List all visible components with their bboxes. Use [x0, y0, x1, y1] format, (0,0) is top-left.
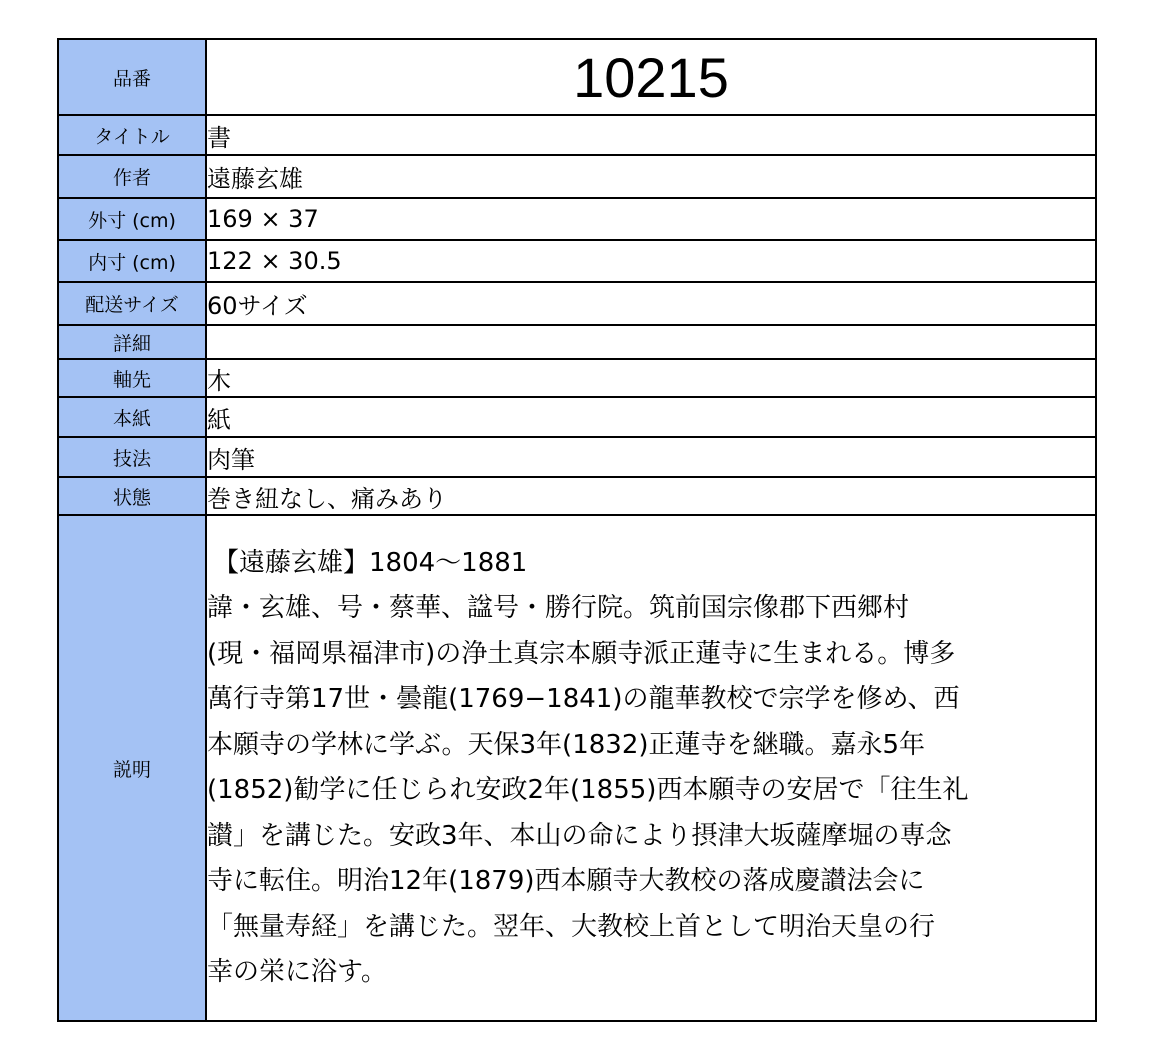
item-spec-table: [57, 38, 1097, 1022]
description-line: 讃」を講じた。安政3年、本山の命により摂津大坂薩摩堀の専念: [207, 820, 952, 851]
label-item-number: 品番: [58, 39, 206, 115]
value-details: [206, 325, 1096, 359]
value-technique: 肉筆: [206, 437, 1096, 477]
value-item-number: 10215: [206, 39, 1096, 115]
row-roller-end: [58, 359, 1096, 397]
label-paper: 本紙: [58, 397, 206, 437]
value-roller-end: 木: [206, 359, 1096, 397]
label-technique: 技法: [58, 437, 206, 477]
value-shipping-size: 60サイズ: [206, 282, 1096, 325]
description-line: 諱・玄雄、号・蔡華、諡号・勝行院。筑前国宗像郡下西郷村: [207, 593, 910, 623]
row-condition: [58, 477, 1096, 515]
description-line: 寺に転住。明治12年(1879)西本願寺大教校の落成慶讃法会に: [207, 866, 925, 896]
row-inner-size: [58, 240, 1096, 282]
label-roller-end: 軸先: [58, 359, 206, 397]
label-inner-size: 内寸 (cm): [58, 240, 206, 282]
value-title: 書: [206, 115, 1096, 155]
value-condition: 巻き紐なし、痛みあり: [206, 477, 1096, 515]
label-shipping-size: 配送サイズ: [58, 282, 206, 325]
value-description: [206, 515, 1096, 1021]
row-item-number: [58, 39, 1096, 115]
label-author: 作者: [58, 155, 206, 198]
description-line: (1852)勧学に任じられ安政2年(1855)西本願寺の安居で「往生礼: [207, 775, 969, 805]
label-description: 説明: [58, 515, 206, 1021]
description-line: 本願寺の学林に学ぶ。天保3年(1832)正蓮寺を継職。嘉永5年: [207, 729, 926, 760]
description-line: 萬行寺第17世・曇龍(1769−1841)の龍華教校で宗学を修め、西: [207, 684, 960, 714]
value-paper: 紙: [206, 397, 1096, 437]
row-paper: [58, 397, 1096, 437]
description-line: (現・福岡県福津市)の浄土真宗本願寺派正蓮寺に生まれる。博多: [207, 638, 956, 669]
description-line: 「無量寿経」を講じた。翌年、大教校上首として明治天皇の行: [207, 911, 936, 942]
row-author: [58, 155, 1096, 198]
value-outer-size: 169 × 37: [206, 198, 1096, 240]
row-shipping-size: [58, 282, 1096, 325]
label-title: タイトル: [58, 115, 206, 155]
label-outer-size: 外寸 (cm): [58, 198, 206, 240]
row-details: [58, 325, 1096, 359]
value-author: 遠藤玄雄: [206, 155, 1096, 198]
label-condition: 状態: [58, 477, 206, 515]
description-line: 【遠藤玄雄】1804〜1881: [213, 547, 528, 578]
description-line: 幸の栄に浴す。: [207, 957, 387, 987]
row-technique: [58, 437, 1096, 477]
row-title: [58, 115, 1096, 155]
row-outer-size: [58, 198, 1096, 240]
value-inner-size: 122 × 30.5: [206, 240, 1096, 282]
label-details: 詳細: [58, 325, 206, 359]
row-description: [58, 515, 1096, 1021]
